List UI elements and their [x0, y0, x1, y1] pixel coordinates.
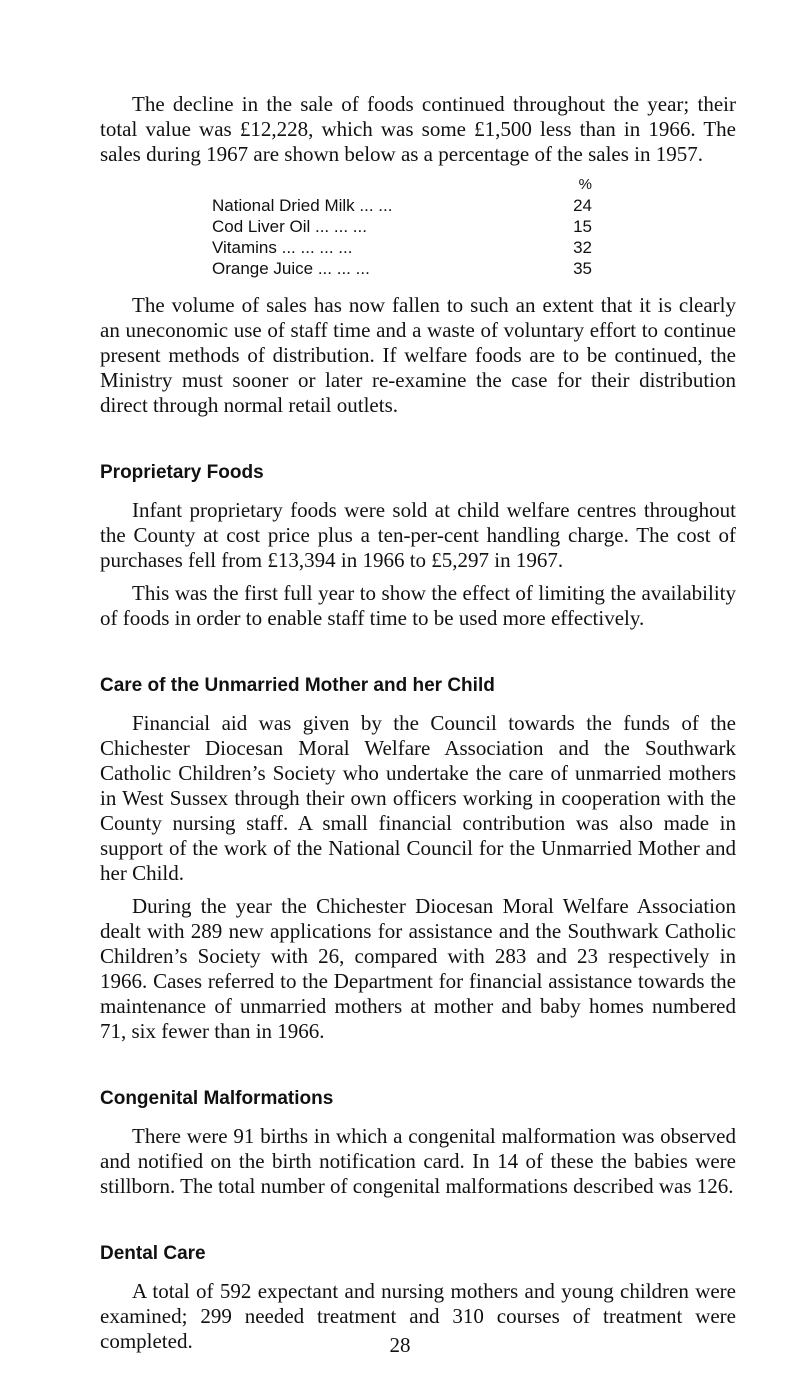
table-header: [212, 175, 592, 195]
section-heading-unmarried-mother: Care of the Unmarried Mother and her Child: [100, 675, 495, 696]
intro-paragraph: The decline in the sale of foods continued throughout the year; their total value was £12,228, which was some £1,500 less than in 1966. The sales during 1967 are shown below as a percentage of the sales in 1957.: [100, 92, 736, 166]
section-heading-dental-care: Dental Care: [100, 1243, 206, 1264]
body-paragraph: During the year the Chichester Diocesan Moral Welfare Association dealt with 289 new applications for assistance and the Southwark Catholic Children’s Society with 26, compared with 283 and 23 respectively in 1966. Cases referred to the Department for financial assistance towards the maintenance of unmarried mothers at mother and baby homes numbered 71, six fewer than in 1966.: [100, 894, 736, 1043]
row-value: 32: [573, 238, 592, 257]
row-value: 15: [573, 217, 592, 236]
body-paragraph: A total of 592 expectant and nursing mothers and young children were examined; 299 needed treatment and 310 courses of treatment were completed.: [100, 1279, 736, 1353]
table-row: [212, 195, 592, 216]
row-label: National Dried Milk ... ...: [212, 196, 393, 215]
row-value: 35: [573, 259, 592, 278]
page-number: 28: [389, 1333, 411, 1357]
section-heading-proprietary-foods: Proprietary Foods: [100, 462, 264, 483]
body-paragraph: Infant proprietary foods were sold at child welfare centres throughout the County at cost price plus a ten-per-cent handling charge. The cost of purchases fell from £13,394 in 1966 to £5,297 in 1967.: [100, 498, 736, 572]
sales-percentage-table: [212, 175, 592, 279]
body-paragraph: Financial aid was given by the Council towards the funds of the Chichester Diocesan Moral Welfare Association and the Southwark Catholic Children’s Society who undertake the care of unmarried mothers in West Sussex through their own officers working in cooperation with the County nursing staff. A small financial contribution was also made in support of the work of the National Council for the Unmarried Mother and her Child.: [100, 711, 736, 885]
table-row: [212, 258, 592, 279]
body-paragraph: There were 91 births in which a congenital malformation was observed and notified on the birth notification card. In 14 of these the babies were stillborn. The total number of congenital malformations described was 126.: [100, 1124, 736, 1198]
percent-unit: %: [578, 176, 592, 193]
body-paragraph: This was the first full year to show the effect of limiting the availability of foods in order to enable staff time to be used more effectively.: [100, 581, 736, 630]
table-row: [212, 237, 592, 258]
table-row: [212, 216, 592, 237]
volume-paragraph: The volume of sales has now fallen to such an extent that it is clearly an uneconomic use of staff time and a waste of voluntary effort to continue present methods of distribution. If welfare foods are to be continued, the Ministry must sooner or later re-examine the case for their distribution direct through normal retail outlets.: [100, 293, 736, 417]
row-label: Orange Juice ... ... ...: [212, 259, 370, 278]
row-value: 24: [573, 196, 592, 215]
section-heading-congenital-malformations: Congenital Malformations: [100, 1088, 334, 1109]
row-label: Vitamins ... ... ... ...: [212, 238, 353, 257]
row-label: Cod Liver Oil ... ... ...: [212, 217, 367, 236]
